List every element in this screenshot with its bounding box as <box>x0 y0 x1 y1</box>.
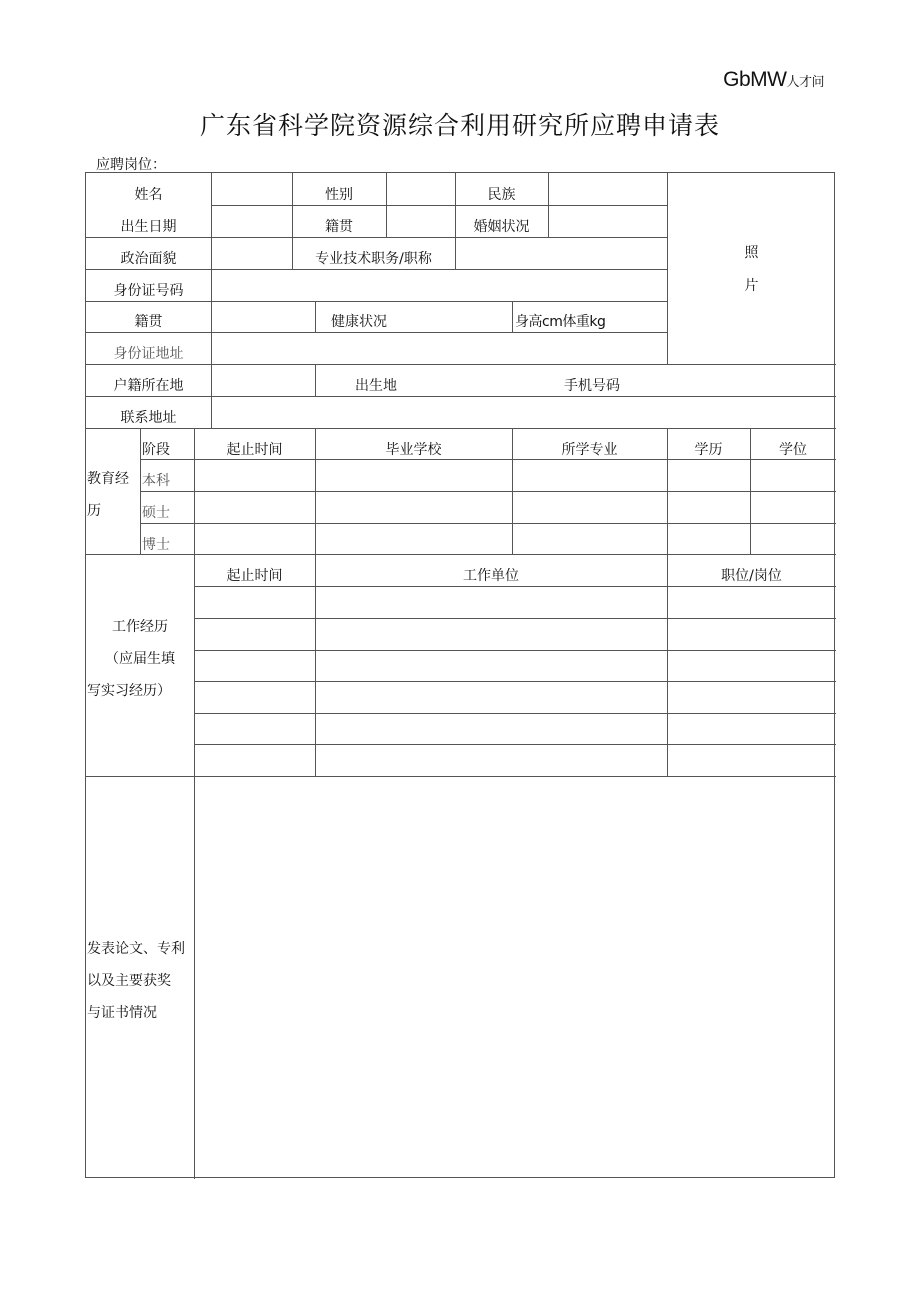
label-name: 姓名 <box>134 187 163 203</box>
edu-stage-bachelor: 本科 <box>142 473 170 489</box>
edu-stage-master: 硕士 <box>142 505 170 521</box>
label-gender: 性别 <box>325 187 353 203</box>
stamp-small-text: 人才问 <box>786 75 824 90</box>
row-line <box>194 681 836 682</box>
row-line <box>86 396 836 397</box>
col-line <box>211 332 212 364</box>
label-height-weight: 身高cm体重kg <box>515 314 606 330</box>
label-birthplace: 出生地 <box>355 378 397 394</box>
edu-header-stage: 阶段 <box>142 442 170 458</box>
edu-header-period: 起止时间 <box>226 442 283 458</box>
row-line <box>86 428 836 429</box>
education-section-label-1: 教育经 <box>87 471 129 487</box>
work-section-label-3: 写实习经历） <box>87 683 171 699</box>
label-photo-1: 照 <box>744 245 759 261</box>
label-contact-address: 联系地址 <box>120 410 177 426</box>
work-section-label-1: 工作经历 <box>112 619 168 635</box>
col-line <box>211 269 212 301</box>
row-line <box>194 744 836 745</box>
position-label: 应聘岗位： <box>96 157 166 173</box>
work-section-label-2: （应届生填 <box>105 651 175 667</box>
col-line <box>667 554 668 776</box>
row-line <box>86 554 836 555</box>
papers-label-3: 与证书情况 <box>87 1005 157 1021</box>
row-line <box>194 713 836 714</box>
page-title: 广东省科学院资源综合利用研究所应聘申请表 <box>199 111 720 140</box>
col-line <box>211 364 212 396</box>
work-header-period: 起止时间 <box>226 568 283 584</box>
edu-stage-doctor: 博士 <box>142 537 170 553</box>
papers-label-1: 发表论文、专利 <box>87 941 185 957</box>
row-line <box>194 618 836 619</box>
col-line <box>194 776 195 1179</box>
row-line <box>194 650 836 651</box>
col-line <box>315 554 316 776</box>
label-professional-title: 专业技术职务/职称 <box>315 251 432 267</box>
row-line <box>86 269 667 270</box>
form-code-stamp <box>723 68 824 92</box>
label-mobile: 手机号码 <box>564 378 620 394</box>
label-id-number: 身份证号码 <box>113 283 184 299</box>
work-header-position: 职位/岗位 <box>721 568 782 584</box>
label-native-place: 籍贯 <box>325 219 353 235</box>
label-ethnicity: 民族 <box>487 187 516 203</box>
label-photo-2: 片 <box>744 278 759 294</box>
row-line <box>140 491 836 492</box>
label-political-status: 政治面貌 <box>120 251 177 267</box>
col-line <box>211 396 212 428</box>
stamp-main-text: GbMW <box>723 68 787 91</box>
label-native-place-2: 籍贯 <box>134 314 163 330</box>
label-birth-date: 出生日期 <box>120 219 177 235</box>
col-line <box>194 554 195 776</box>
col-line <box>548 173 549 237</box>
row-line <box>140 459 836 460</box>
education-section-label-2: 历 <box>87 503 101 519</box>
edu-header-degree: 学位 <box>779 442 807 458</box>
row-line <box>140 523 836 524</box>
edu-header-major: 所学专业 <box>561 442 618 458</box>
row-line <box>86 332 667 333</box>
col-line <box>211 301 212 332</box>
col-line <box>386 173 387 237</box>
work-header-employer: 工作单位 <box>463 568 519 584</box>
label-hukou: 户籍所在地 <box>113 378 184 394</box>
edu-header-school: 毕业学校 <box>385 442 442 458</box>
col-line <box>512 301 513 332</box>
row-line <box>194 586 836 587</box>
application-form-table <box>85 172 835 1178</box>
row-line <box>86 301 667 302</box>
row-line <box>86 776 836 777</box>
papers-label-2: 以及主要获奖 <box>87 973 171 989</box>
col-line <box>211 173 212 237</box>
label-marital-status: 婚姻状况 <box>473 219 530 235</box>
col-line <box>140 428 141 554</box>
col-line <box>455 237 456 269</box>
label-health: 健康状况 <box>331 314 387 330</box>
col-line <box>667 173 668 364</box>
row-line <box>86 237 667 238</box>
label-id-address: 身份证地址 <box>113 346 184 362</box>
row-line <box>86 364 836 365</box>
row-line <box>211 205 667 206</box>
edu-header-degree-level: 学历 <box>694 442 723 458</box>
col-line <box>211 237 212 269</box>
